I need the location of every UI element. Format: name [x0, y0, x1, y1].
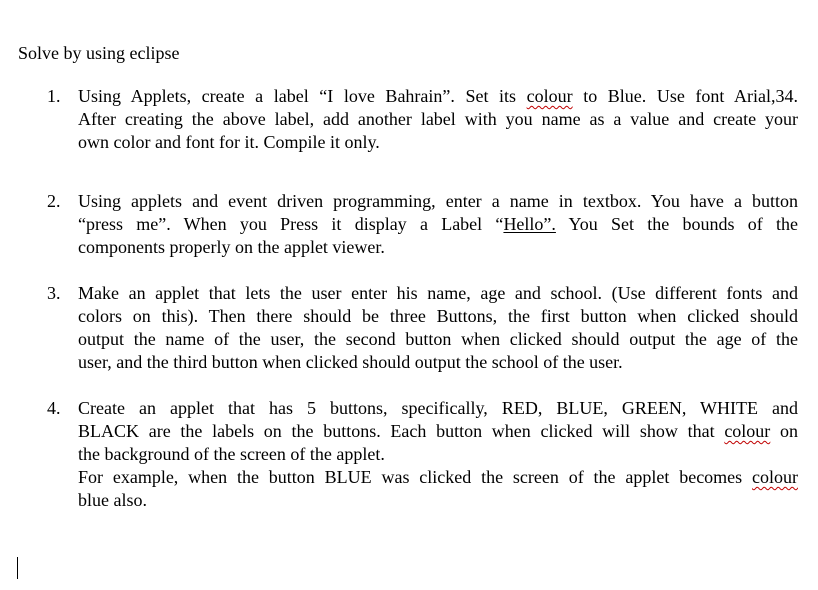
text-cursor[interactable]: [17, 557, 18, 579]
text-line: After creating the above label, add another label with you name as a value and create your: [78, 109, 798, 129]
text-line: own color and font for it. Compile it only.: [78, 132, 380, 152]
text-line: output the name of the user, the second button when clicked should output the age of the: [78, 329, 798, 349]
text-line: blue also.: [78, 490, 147, 510]
text-line: “press me”. When you Press it display a Label “Hello”. You Set the bounds of the: [78, 214, 799, 234]
text-line: Make an applet that lets the user enter his name, age and school. (Use different fonts and: [78, 283, 798, 303]
text-line: user, and the third button when clicked should output the school of the user.: [78, 352, 623, 372]
text-line: components properly on the applet viewer.: [78, 237, 385, 257]
question-text: [78, 282, 798, 374]
text-line: colors on this). Then there should be three Buttons, the first button when clicked should: [78, 306, 798, 326]
spellcheck-marked-word[interactable]: colour: [526, 86, 573, 106]
spellcheck-marked-word[interactable]: colour: [752, 467, 798, 487]
document-heading: Solve by using eclipse: [18, 43, 180, 63]
question-text: [78, 397, 798, 512]
question-text: [78, 85, 798, 154]
underlined-word: Hello”.: [503, 214, 556, 234]
question-number: 4.: [47, 398, 61, 418]
question-number: 3.: [47, 283, 61, 303]
text-line: BLACK are the labels on the buttons. Each button when clicked will show that colour on: [78, 421, 799, 441]
text-line: For example, when the button BLUE was clicked the screen of the applet becomes colour: [78, 467, 798, 487]
text-line: Create an applet that has 5 buttons, specifically, RED, BLUE, GREEN, WHITE and: [78, 398, 798, 418]
question-text: [78, 190, 798, 259]
text-line: Using applets and event driven programming, enter a name in textbox. You have a button: [78, 191, 798, 211]
spellcheck-marked-word[interactable]: colour: [724, 421, 771, 441]
text-line: the background of the screen of the applet.: [78, 444, 385, 464]
question-number: 2.: [47, 191, 61, 211]
question-number: 1.: [47, 86, 61, 106]
text-line: Using Applets, create a label “I love Bahrain”. Set its colour to Blue. Use font Arial,34.: [78, 86, 798, 106]
